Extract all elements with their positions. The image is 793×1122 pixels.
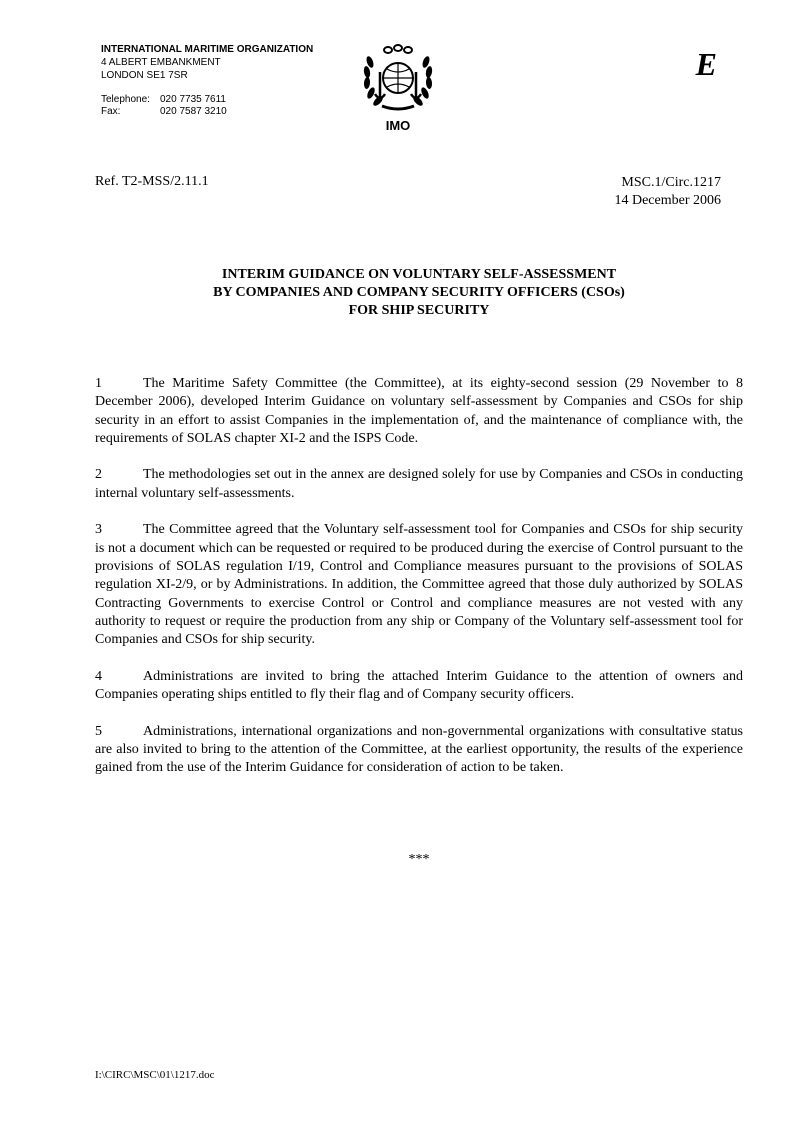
fax-row [101,106,227,118]
paragraph [95,375,743,448]
fax-number: 020 7587 3210 [160,106,227,117]
paragraph-text: The methodologies set out in the annex are designed solely for use by Companies and CSOs in conducting internal voluntary self-assessments. [95,467,743,501]
paragraph-number: 2 [95,467,102,483]
title-line-2: BY COMPANIES AND COMPANY SECURITY OFFICERS (CSOs) [213,285,625,300]
document-body [95,375,743,796]
telephone-label: Telephone: [101,94,150,105]
address-line-1: 4 ALBERT EMBANKMENT [101,57,221,68]
paragraph-text: Administrations are invited to bring the attached Interim Guidance to the attention of owners and Companies operating ships entitled to fly their flag and of Company security officers. [95,668,743,703]
reference-number: Ref. T2-MSS/2.11.1 [95,174,209,189]
title-line-3: FOR SHIP SECURITY [348,303,490,318]
telephone-row [101,94,227,106]
paragraph-number: 5 [95,723,102,739]
imo-emblem-icon [358,42,438,114]
paragraph-number: 4 [95,668,102,684]
footer-file-path: I:\CIRC\MSC\01\1217.doc [95,1069,215,1081]
contact-details [101,94,227,118]
paragraph-number: 1 [95,376,102,391]
circular-info [614,174,721,210]
telephone-number: 020 7735 7611 [160,94,226,105]
document-title [95,266,743,320]
paragraph-text: The Committee agreed that the Voluntary self-assessment tool for Companies and CSOs for ship security is not a document which can be requested or required to be produced during the exercise of Control pursuant to the provisions of SOLAS regulation I/19, Control and Compliance measures pursuant to the provisions of SOLAS regulation XI-2/9, or by Administrations. In addition, the Committee agreed that those duly authorized by SOLAS Contracting Governments to exercise Control or Control and compliance measures are not vested with any authority to request or require the production from any ship or Company of the Voluntary self-assessment tool for Companies and CSOs for ship security. [95,522,743,648]
organization-address [101,43,313,82]
paragraph-number: 3 [95,522,102,538]
paragraph [95,466,743,503]
address-line-2: LONDON SE1 7SR [101,70,188,81]
section-separator: *** [408,852,430,867]
paragraph-text: Administrations, international organizations and non-governmental organizations with consultative status are also invited to bring to the attention of the Committee, at the earliest opportunity, the results of the experience gained from the use of the Interim Guidance for consideration of action to be taken. [95,723,743,776]
organization-name: INTERNATIONAL MARITIME ORGANIZATION [101,44,314,55]
imo-logo [356,42,440,138]
language-code: E [695,46,717,82]
paragraph [95,723,743,778]
title-line-1: INTERIM GUIDANCE ON VOLUNTARY SELF-ASSESSMENT [221,267,617,282]
fax-label: Fax: [101,106,121,117]
paragraph [95,668,743,705]
paragraph [95,521,743,649]
circular-number: MSC.1/Circ.1217 [621,175,721,190]
circular-date: 14 December 2006 [614,193,721,208]
imo-label: IMO [385,118,411,133]
paragraph-text: The Maritime Safety Committee (the Committee), at its eighty-second session (29 November to 8 December 2006), developed Interim Guidance on voluntary self-assessment by Companies and CSOs for ship security in an effort to assist Companies in the implementation of, and the maintenance of compliance with, the requirements of SOLAS chapter XI-2 and the ISPS Code. [95,376,743,446]
